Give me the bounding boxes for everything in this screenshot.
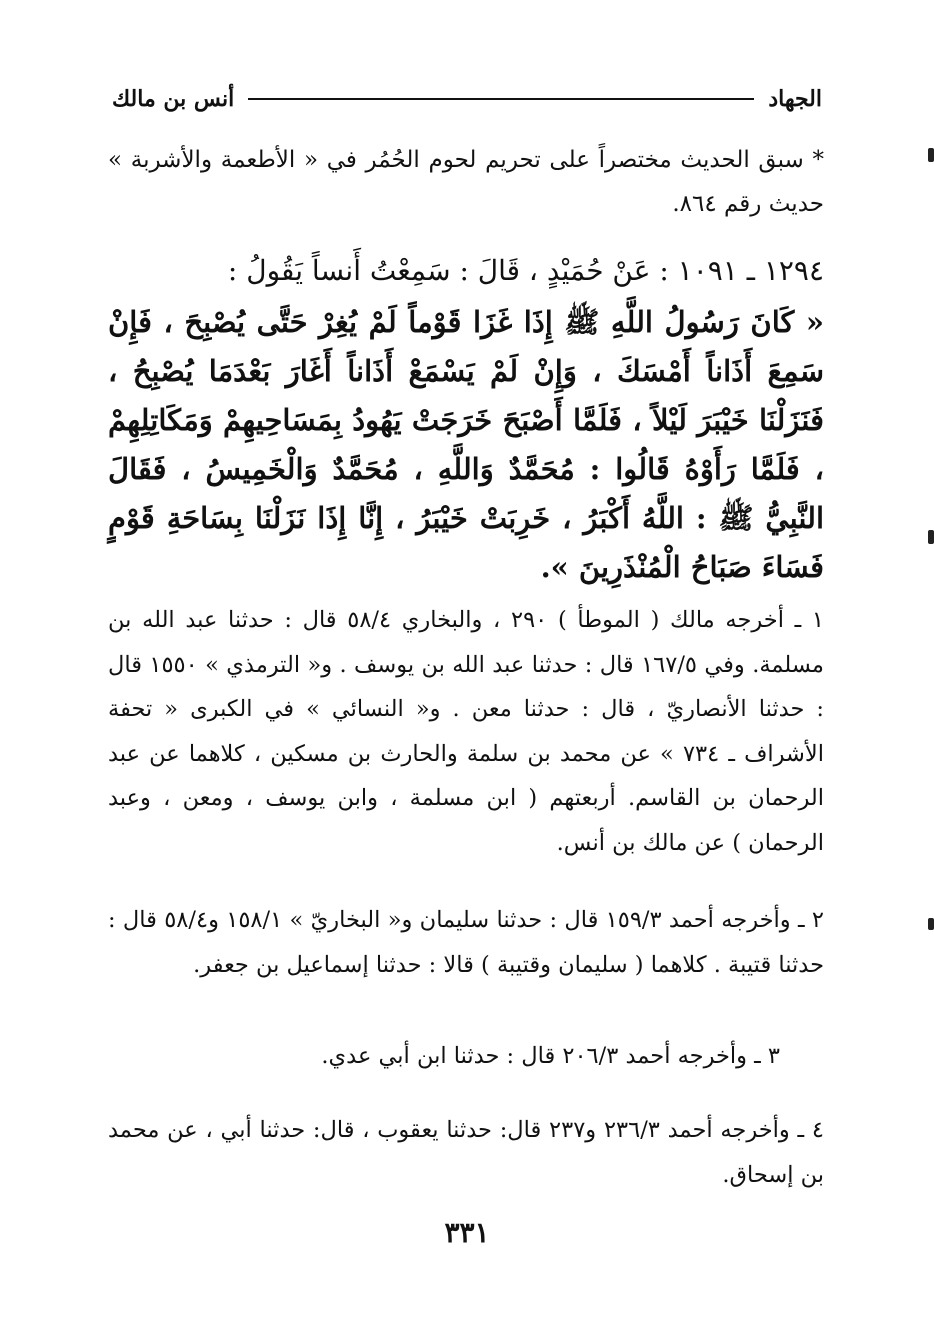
takhrij-paragraph-1: ١ ـ أخرجه مالك ( الموطأ ) ٢٩٠ ، والبخاري ٥٨/٤ قال : حدثنا عبد الله بن مسلمة. وفي ١٦٧/٥ قال : حدثنا عبد الله بن يوسف . و« الترمذي » ١٥٥٠ قال : حدثنا الأنصاريّ ، قال : حدثنا معن . و« النسائي » في الكبرى « تحفة الأشراف ـ ٧٣٤ » عن محمد بن سلمة والحارث بن مسكين ، كلاهما عن عبد الرحمان بن القاسم. أربعتهم ( ابن مسلمة ، وابن يوسف ، ومعن ، وعبد الرحمان ) عن مالك بن أنس.	[108, 607, 824, 856]
page-number: ٣٣١	[444, 1216, 490, 1249]
scan-edge-mark	[928, 918, 934, 930]
takhrij-paragraph-2: ٢ ـ وأخرجه أحمد ١٥٩/٣ قال : حدثنا سليمان و« البخاريّ » ١٥٨/١ و٥٨/٤ قال : حدثنا قتيبة . كلاهما ( سليمان وقتيبة ) قالا : حدثنا إسماعيل بن جعفر.	[108, 907, 824, 978]
header-rule	[248, 98, 754, 100]
hadith-text: « كَانَ رَسُولُ اللَّهِ ﷺ إِذَا غَزَا قَوْماً لَمْ يُغِرْ حَتَّى يُصْبِحَ ، فَإِنْ سَمِعَ أَذَاناً أَمْسَكَ ، وَإِنْ لَمْ يَسْمَعْ أَذَاناً أَغَارَ بَعْدَمَا يُصْبِحُ ، فَنَزَلْنَا خَيْبَرَ لَيْلاً ، فَلَمَّا أَصْبَحَ خَرَجَتْ يَهُودُ بِمَسَاحِيهِمْ وَمَكَاتِلِهِمْ ، فَلَمَّا رَأَوْهُ قَالُوا : مُحَمَّدٌ وَاللَّهِ ، مُحَمَّدٌ وَالْخَمِيسُ ، فَقَالَ النَّبِيُّ ﷺ : اللَّهُ أَكْبَرُ ، خَرِبَتْ خَيْبَرُ ، إِنَّا إِذَا نَزَلْنَا بِسَاحَةِ قَوْمٍ فَسَاءَ صَبَاحُ الْمُنْذَرِينَ ».	[108, 305, 825, 584]
scan-edge-mark	[928, 530, 934, 544]
hadith-heading: ١٢٩٤ ـ ١٠٩١ : عَنْ حُمَيْدٍ ، قَالَ : سَمِعْتُ أَنساً يَقُولُ :	[227, 254, 824, 287]
editor-note: * سبق الحديث مختصراً على تحريم لحوم الحُمُر في « الأطعمة والأشربة » حديث رقم ٨٦٤.	[108, 147, 824, 217]
takhrij-paragraph-4: ٤ ـ وأخرجه أحمد ٢٣٦/٣ و٢٣٧ قال: حدثنا يعقوب ، قال: حدثنا أبي ، عن محمد بن إسحاق.	[108, 1117, 824, 1188]
scan-edge-mark	[928, 148, 934, 162]
takhrij-paragraph-3: ٣ ـ وأخرجه أحمد ٢٠٦/٣ قال : حدثنا ابن أبي عدي.	[321, 1043, 780, 1069]
header-section-title: الجهاد	[768, 86, 822, 112]
running-header	[112, 84, 822, 114]
header-chapter-title: أنس بن مالك	[112, 86, 235, 112]
